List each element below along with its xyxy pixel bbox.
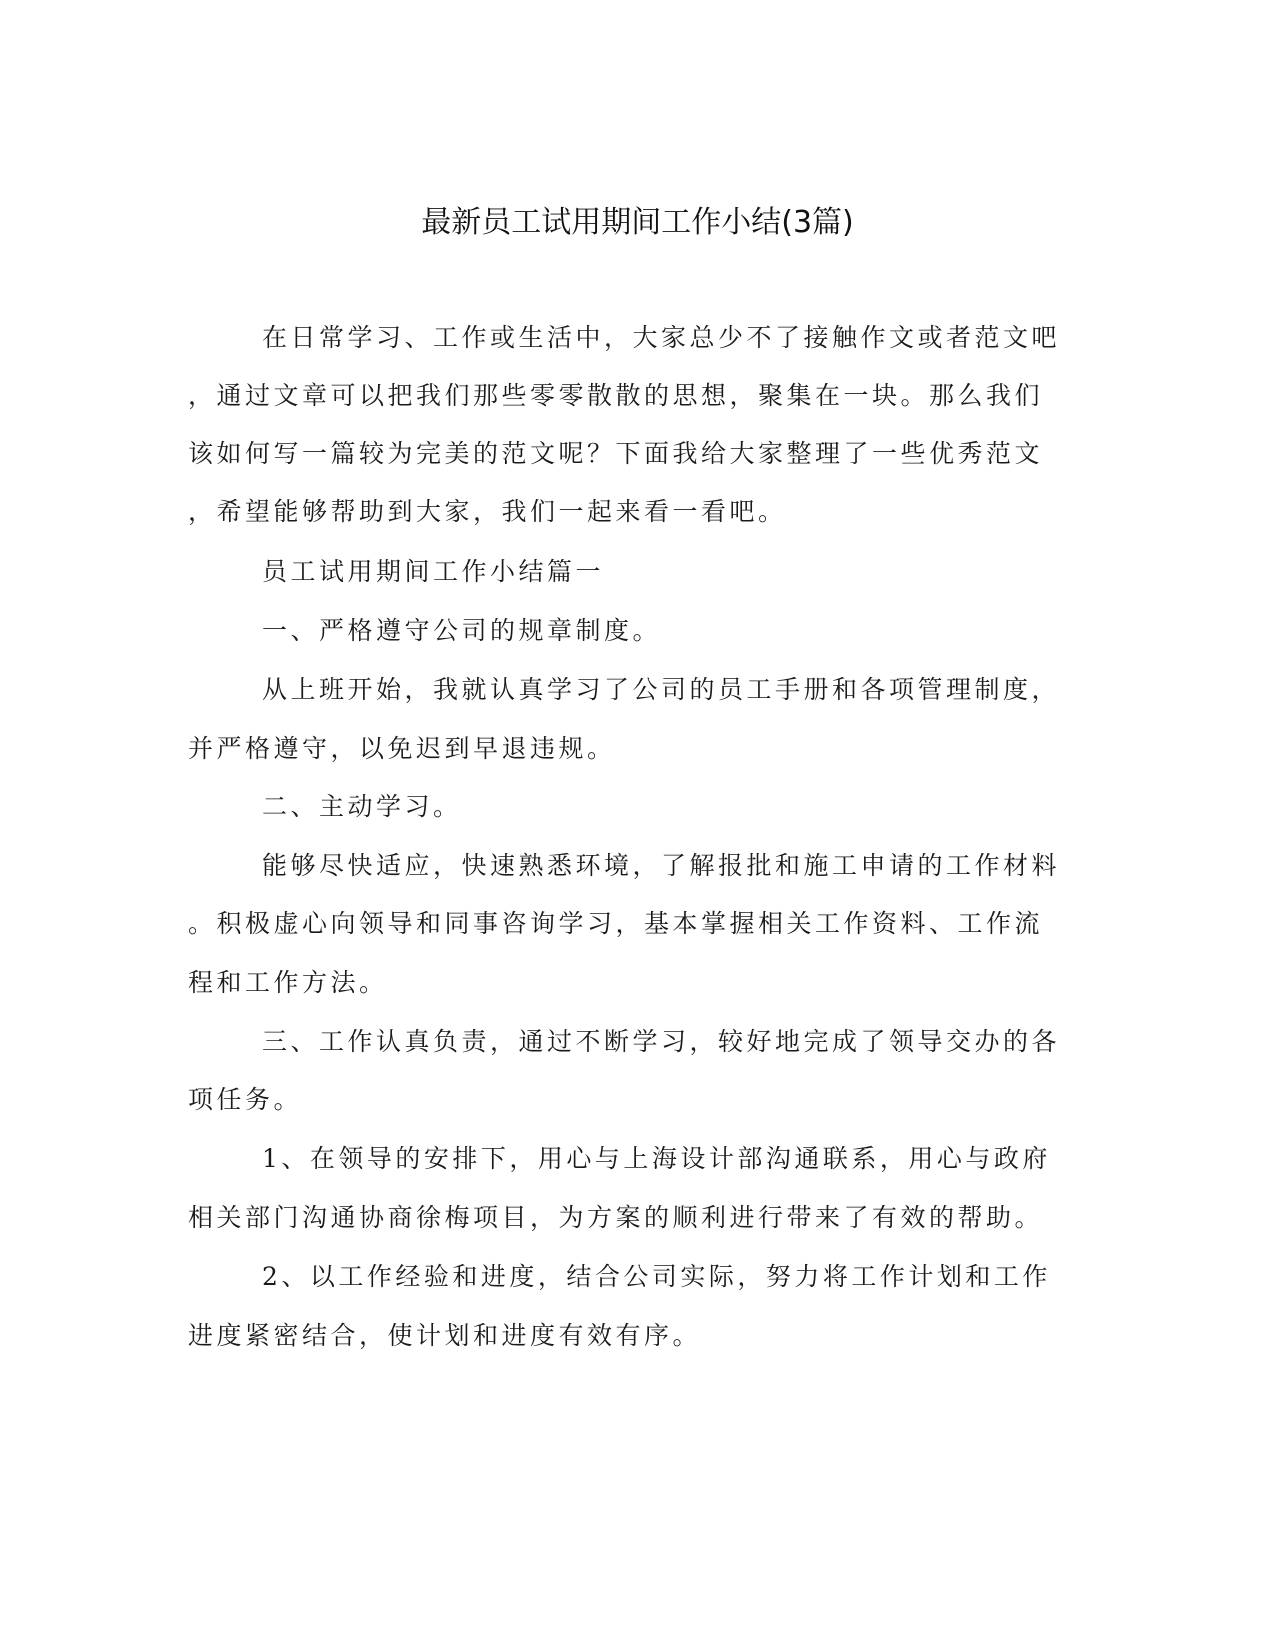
paragraph-line: 程和工作方法。: [188, 968, 388, 997]
section-heading: 一、严格遵守公司的规章制度。: [262, 616, 662, 645]
paragraph-line: 在日常学习、工作或生活中，大家总少不了接触作文或者范文吧: [262, 323, 1061, 352]
paragraph-line: ，希望能够帮助到大家，我们一起来看一看吧。: [188, 497, 787, 526]
paragraph-line: 三、工作认真负责，通过不断学习，较好地完成了领导交办的各: [262, 1027, 1061, 1056]
paragraph-line: 进度紧密结合，使计划和进度有效有序。: [188, 1321, 702, 1350]
paragraph-line: 相关部门沟通协商徐梅项目，为方案的顺利进行带来了有效的帮助。: [188, 1203, 1044, 1232]
paragraph-line: ，通过文章可以把我们那些零零散散的思想，聚集在一块。那么我们: [188, 381, 1044, 410]
paragraph-line: 1、在领导的安排下，用心与上海设计部沟通联系，用心与政府: [262, 1144, 1051, 1173]
section-heading: 二、主动学习。: [262, 792, 462, 821]
paragraph-line: 该如何写一篇较为完美的范文呢？下面我给大家整理了一些优秀范文: [188, 439, 1044, 468]
paragraph-line: 2、以工作经验和进度，结合公司实际，努力将工作计划和工作: [262, 1262, 1051, 1291]
paragraph-line: 能够尽快适应，快速熟悉环境，了解报批和施工申请的工作材料: [262, 851, 1061, 880]
document-title: 最新员工试用期间工作小结(3篇): [421, 205, 854, 240]
paragraph-line: 项任务。: [188, 1085, 303, 1114]
section-heading: 员工试用期间工作小结篇一: [262, 557, 605, 586]
paragraph-line: 并严格遵守，以免迟到早退违规。: [188, 734, 616, 763]
paragraph-line: 。积极虚心向领导和同事咨询学习，基本掌握相关工作资料、工作流: [188, 909, 1044, 938]
paragraph-line: 从上班开始，我就认真学习了公司的员工手册和各项管理制度，: [262, 675, 1061, 704]
